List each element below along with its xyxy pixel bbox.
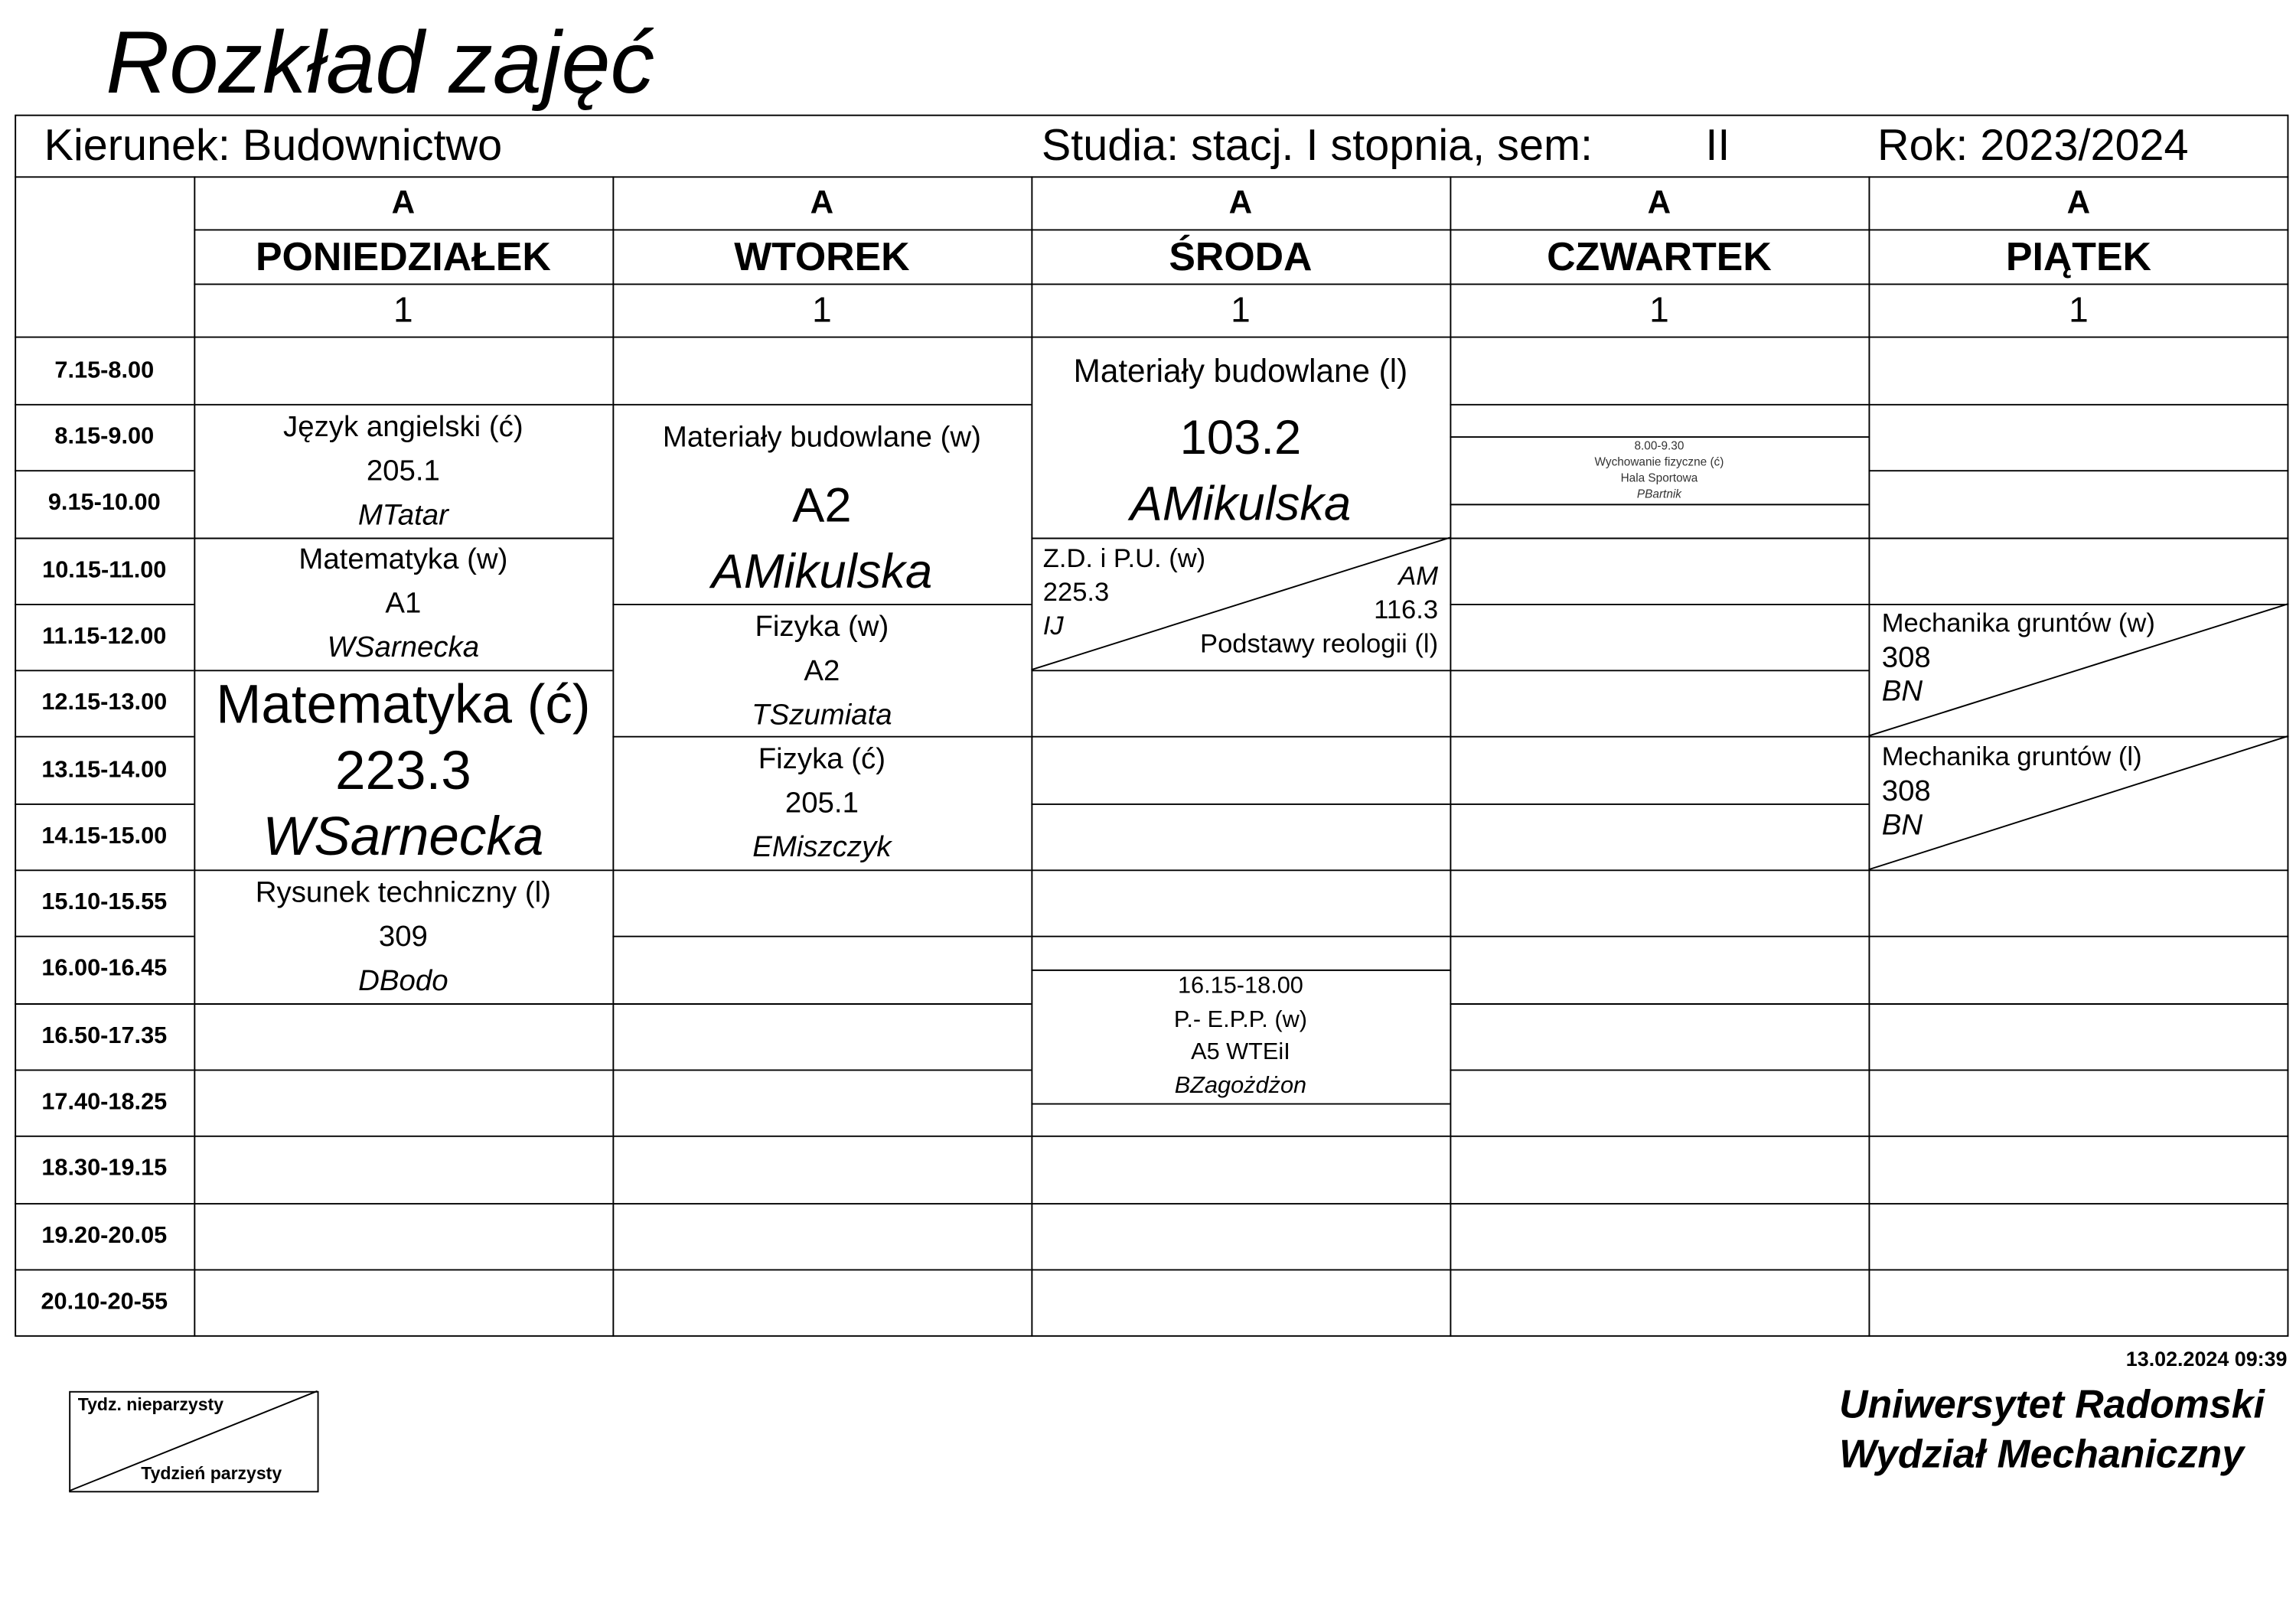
class-subject: Z.D. i P.U. (w) bbox=[1042, 543, 1206, 573]
class-time: 8.00-9.30 bbox=[1634, 438, 1684, 453]
class-block-pepp bbox=[1031, 971, 1450, 1103]
class-subject: Matematyka (ć) bbox=[216, 674, 591, 735]
class-room: A2 bbox=[792, 477, 852, 532]
class-room: 223.3 bbox=[335, 740, 471, 801]
group-number-tue: 1 bbox=[812, 291, 832, 331]
time-slot: 16.00-16.45 bbox=[41, 956, 168, 982]
legend-even-week: Tydzień parzysty bbox=[141, 1462, 282, 1484]
class-room: 116.3 bbox=[1374, 595, 1439, 624]
time-slot: 9.15-10.00 bbox=[47, 491, 161, 516]
group-number-mon: 1 bbox=[393, 291, 413, 331]
class-teacher: BZagożdżon bbox=[1174, 1073, 1307, 1098]
time-slot: 18.30-19.15 bbox=[41, 1156, 168, 1182]
class-subject: Język angielski (ć) bbox=[283, 411, 523, 444]
day-name-tue: WTOREK bbox=[734, 235, 910, 279]
class-subject: Mechanika gruntów (w) bbox=[1881, 608, 2155, 638]
time-slot: 15.10-15.55 bbox=[41, 890, 168, 915]
class-subject: Wychowanie fizyczne (ć) bbox=[1594, 455, 1724, 469]
class-teacher: AMikulska bbox=[711, 543, 933, 598]
class-teacher: MTatar bbox=[357, 499, 448, 532]
class-room: 225.3 bbox=[1042, 577, 1110, 607]
class-subject: Fizyka (w) bbox=[755, 611, 889, 644]
class-block-matematyka-c bbox=[194, 671, 612, 869]
time-slot: 20.10-20-55 bbox=[41, 1289, 168, 1315]
day-name-wed: ŚRODA bbox=[1169, 235, 1313, 279]
class-room: A2 bbox=[804, 655, 840, 688]
class-room: A5 WTEiI bbox=[1191, 1040, 1290, 1065]
class-room: 205.1 bbox=[366, 455, 440, 488]
class-subject: Rysunek techniczny (l) bbox=[255, 876, 551, 910]
class-block-materialy-l bbox=[1031, 337, 1450, 536]
group-number-fri: 1 bbox=[2069, 291, 2089, 331]
time-slot: 7.15-8.00 bbox=[54, 358, 155, 384]
class-teacher: BN bbox=[1881, 675, 1923, 709]
class-teacher: IJ bbox=[1042, 611, 1064, 641]
page-title: Rozkład zajęć bbox=[106, 13, 655, 112]
time-slot: 8.15-9.00 bbox=[54, 424, 155, 450]
class-teacher: DBodo bbox=[358, 965, 448, 998]
study-type: Studia: stacj. I stopnia, sem: bbox=[1041, 122, 1593, 171]
time-slot: 14.15-15.00 bbox=[41, 823, 168, 849]
time-slot: 16.50-17.35 bbox=[41, 1023, 168, 1049]
class-block-materialy-w bbox=[612, 406, 1031, 604]
week-label-thu: A bbox=[1647, 183, 1671, 220]
class-teacher: TSzumiata bbox=[752, 699, 892, 732]
class-room: 205.1 bbox=[784, 787, 859, 820]
class-room: 308 bbox=[1881, 774, 1931, 807]
class-subject: Fizyka (ć) bbox=[758, 743, 886, 776]
class-block-rysunek bbox=[194, 871, 612, 1003]
class-teacher: BN bbox=[1881, 809, 1923, 842]
class-subject: Matematyka (w) bbox=[298, 543, 508, 576]
class-block-mechanika-w bbox=[1882, 607, 2155, 710]
semester: II bbox=[1705, 122, 1730, 171]
week-label-fri: A bbox=[2066, 183, 2091, 220]
class-room: 103.2 bbox=[1179, 409, 1302, 464]
class-block-fizyka-c bbox=[612, 738, 1031, 870]
class-subject: Mechanika gruntów (l) bbox=[1881, 742, 2142, 771]
class-block-mechanika-l bbox=[1882, 740, 2142, 843]
class-teacher: AM bbox=[1398, 561, 1439, 591]
class-subject: Podstawy reologii (l) bbox=[1200, 628, 1439, 658]
day-name-fri: PIĄTEK bbox=[2005, 235, 2151, 279]
week-label-mon: A bbox=[391, 183, 416, 220]
class-room: A1 bbox=[385, 587, 422, 621]
class-subject: Materiały budowlane (w) bbox=[662, 421, 981, 455]
class-teacher: PBartnik bbox=[1636, 487, 1681, 501]
class-teacher: WSarnecka bbox=[263, 806, 544, 867]
time-slot: 19.20-20.05 bbox=[41, 1223, 168, 1249]
academic-year: Rok: 2023/2024 bbox=[1877, 122, 2189, 171]
class-block-wf bbox=[1450, 438, 1868, 502]
class-teacher: EMiszczyk bbox=[752, 831, 892, 864]
time-slot: 10.15-11.00 bbox=[42, 558, 167, 584]
time-slot: 17.40-18.25 bbox=[41, 1090, 168, 1115]
class-block-angielski bbox=[194, 406, 612, 538]
day-name-mon: PONIEDZIAŁEK bbox=[255, 235, 551, 279]
class-room: Hala Sportowa bbox=[1620, 471, 1698, 485]
class-block-matematyka-w bbox=[194, 538, 612, 670]
class-room: 308 bbox=[1881, 641, 1931, 674]
class-subject: P.- E.P.P. (w) bbox=[1173, 1006, 1307, 1032]
class-subject: Materiały budowlane (l) bbox=[1073, 352, 1408, 390]
week-label-wed: A bbox=[1228, 183, 1253, 220]
group-number-wed: 1 bbox=[1231, 291, 1251, 331]
print-timestamp: 13.02.2024 09:39 bbox=[2125, 1347, 2288, 1371]
class-block-fizyka-w bbox=[612, 605, 1031, 738]
field-of-study: Kierunek: Budownictwo bbox=[44, 122, 503, 171]
day-name-thu: CZWARTEK bbox=[1547, 235, 1772, 279]
time-slot: 11.15-12.00 bbox=[42, 624, 167, 650]
class-time: 16.15-18.00 bbox=[1177, 973, 1303, 999]
university-name: Uniwersytet Radomski bbox=[1839, 1382, 2265, 1426]
legend-odd-week: Tydz. nieparzysty bbox=[77, 1393, 224, 1415]
faculty-name: Wydział Mechaniczny bbox=[1839, 1432, 2245, 1477]
split-even-week-block bbox=[1031, 559, 1438, 660]
class-teacher: AMikulska bbox=[1130, 475, 1352, 530]
time-slot: 13.15-14.00 bbox=[41, 758, 168, 784]
week-label-tue: A bbox=[810, 183, 834, 220]
class-room: 309 bbox=[378, 921, 428, 953]
group-number-thu: 1 bbox=[1649, 291, 1669, 331]
time-slot: 12.15-13.00 bbox=[41, 690, 168, 715]
class-teacher: WSarnecka bbox=[327, 631, 480, 664]
